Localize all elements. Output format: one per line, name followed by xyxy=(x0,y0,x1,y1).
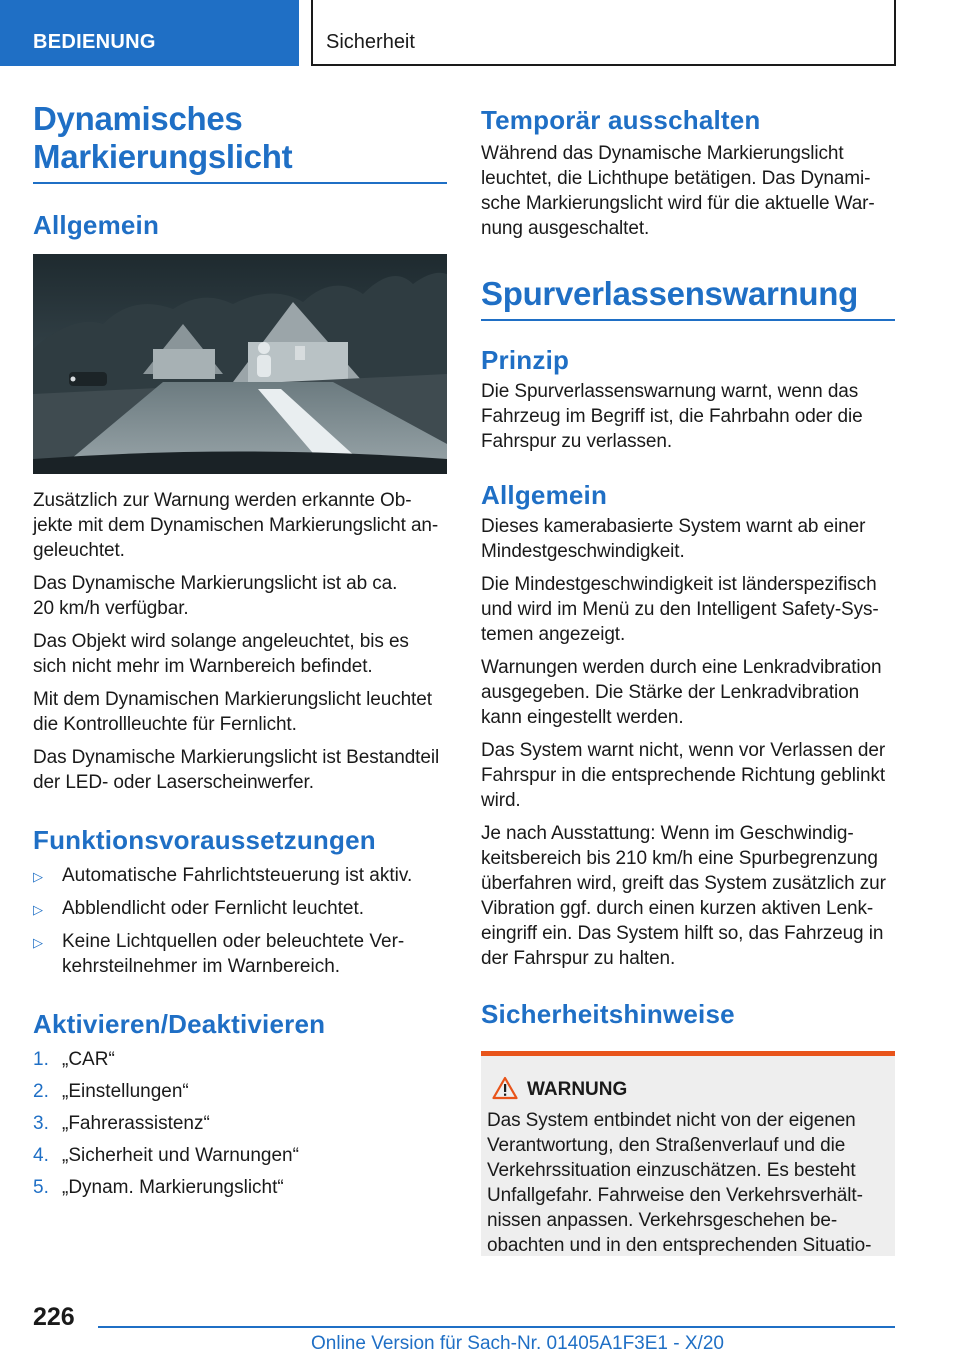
paragraph: Das System warnt nicht, wenn vor Verlassen der Fahrspur in die entsprechende Richtung geblinkt wird. xyxy=(481,740,886,811)
paragraph: Das Dynamische Markierungslicht ist ab ca. 20 km/h verfügbar. xyxy=(33,573,398,619)
online-version-link[interactable]: Online Version für Sach-Nr. 01405A1F3E1 - X/20 xyxy=(311,1333,724,1354)
list-item: 2. „Einstellungen“ xyxy=(33,1081,189,1102)
paragraph: Während das Dynamische Markierungslicht leuchtet, die Lichthupe betätigen. Das Dynami- sche Markierungslicht wird für die aktuelle War- nung ausgeschaltet. xyxy=(481,143,875,239)
list-item: ▷ Keine Lichtquellen oder beleuchtete Ver- kehrsteilnehmer im Warnbereich. xyxy=(33,931,405,977)
dynamic-marker-light-title: Dynamisches Markierungslicht xyxy=(33,100,447,184)
page-header xyxy=(0,0,960,66)
paragraph: Das Dynamische Markierungslicht ist Bestandteil der LED- oder Laserscheinwerfer. xyxy=(33,747,440,793)
paragraph: Zusätzlich zur Warnung werden erkannte Ob- jekte mit dem Dynamischen Markierungslicht an- geleuchtet. xyxy=(33,490,439,561)
list-item: 3. „Fahrerassistenz“ xyxy=(33,1113,210,1134)
aktivieren-heading: Aktivieren/Deaktivieren xyxy=(33,1009,326,1039)
list-item: 1. „CAR“ xyxy=(33,1049,115,1070)
paragraph: Mit dem Dynamischen Markierungslicht leuchtet die Kontrollleuchte für Fernlicht. xyxy=(33,689,432,735)
triangle-right-outline-icon: ▷ xyxy=(33,935,43,950)
paragraph: Die Spurverlassenswarnung warnt, wenn das Fahrzeug im Begriff ist, die Fahrbahn oder die Fahrspur zu verlassen. xyxy=(481,381,863,452)
triangle-right-outline-icon: ▷ xyxy=(33,869,43,884)
paragraph: Dieses kamerabasierte System warnt ab einer Mindestgeschwindigkeit. xyxy=(481,516,866,562)
warning-title: WARNUNG xyxy=(487,1078,889,1102)
section-title: Sicherheit xyxy=(311,0,896,66)
list-item: ▷ Abblendlicht oder Fernlicht leuchtet. xyxy=(33,896,447,921)
list-item: ▷ Automatische Fahrlichtsteuerung ist aktiv. xyxy=(33,863,447,888)
footer-divider xyxy=(98,1326,895,1328)
chapter-tab: BEDIENUNG xyxy=(0,0,299,66)
allgemein-heading: Allgemein xyxy=(33,210,160,240)
triangle-right-outline-icon: ▷ xyxy=(33,902,43,917)
requirements-list xyxy=(33,863,447,979)
prinzip-heading: Prinzip xyxy=(481,345,570,375)
funktionsvoraussetzungen-heading: Funktionsvoraussetzungen xyxy=(33,825,376,855)
left-column xyxy=(33,100,447,1200)
paragraph: Die Mindestgeschwindigkeit ist länderspezifisch und wird im Menü zu den Intelligent Safety-Sys- temen angezeigt. xyxy=(481,574,879,645)
paragraph: Je nach Ausstattung: Wenn im Geschwindig- keitsbereich bis 210 km/h eine Spurbegrenzung überfahren wird, greift das System zusätzlich zur Vibration ggf. durch einen kurzen aktiven Lenk- eingriff ein. Das System hilft so, das Fahrzeug in der Fahrspur zu halten. xyxy=(481,823,886,969)
list-item: 4. „Sicherheit und Warnungen“ xyxy=(33,1145,299,1166)
list-item: 5. „Dynam. Markierungslicht“ xyxy=(33,1177,284,1198)
steps-list xyxy=(33,1047,447,1200)
paragraph: Das Objekt wird solange angeleuchtet, bis es sich nicht mehr im Warnbereich befindet. xyxy=(33,631,409,677)
warning-text: Das System entbindet nicht von der eigenen Verantwortung, den Straßenverlauf und die Verkehrssituation einzuschätzen. Es besteht Unfallgefahr. Fahrweise den Verkehrsverhält- nissen anpassen. Verkehrsgeschehen be- obachten und in den entsprechenden Situatio- xyxy=(487,1110,872,1256)
sicherheitshinweise-heading: Sicherheitshinweise xyxy=(481,999,735,1029)
allgemein-heading-right: Allgemein xyxy=(481,480,608,510)
right-column xyxy=(481,100,895,1256)
allgemein-paragraphs xyxy=(33,488,447,795)
temporaer-heading: Temporär ausschalten xyxy=(481,105,761,135)
night-road-image xyxy=(33,254,447,474)
page-number: 226 xyxy=(33,1303,75,1331)
allgemein-paragraphs-right xyxy=(481,514,895,971)
paragraph: Warnungen werden durch eine Lenkradvibration ausgegeben. Die Stärke der Lenkradvibration kann eingestellt werden. xyxy=(481,657,882,728)
warning-triangle-icon xyxy=(492,1076,518,1107)
warning-box xyxy=(481,1051,895,1256)
spurverlassenswarnung-title: Spurverlassenswarnung xyxy=(481,275,895,321)
night-road-illustration xyxy=(33,254,447,474)
